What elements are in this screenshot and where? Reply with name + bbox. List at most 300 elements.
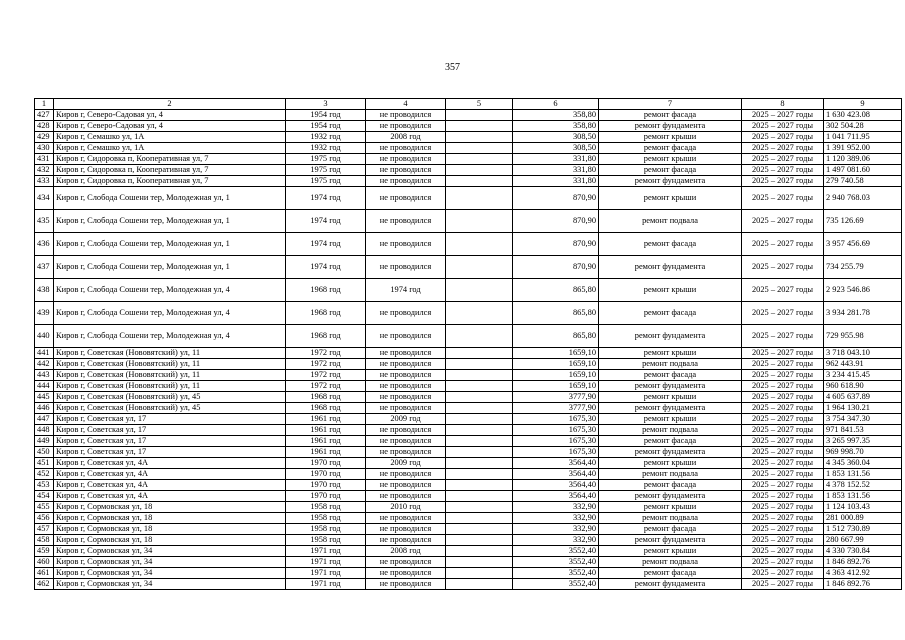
cell-work-type: ремонт подвала — [599, 513, 742, 524]
cell-last-repair-year: не проводился — [366, 491, 446, 502]
table-row — [35, 132, 902, 143]
cell-work-type: ремонт фасада — [599, 480, 742, 491]
cell-last-repair-year: 1974 год — [366, 279, 446, 302]
cell-cost: 2 940 768.03 — [824, 187, 902, 210]
table-row — [35, 233, 902, 256]
cell-last-repair-year: не проводился — [366, 392, 446, 403]
cell-row-number: 451 — [35, 458, 54, 469]
cell-cost: 279 740.58 — [824, 176, 902, 187]
cell-area: 1675,30 — [513, 436, 599, 447]
cell-build-year: 1958 год — [286, 513, 366, 524]
cell-last-repair-year: не проводился — [366, 425, 446, 436]
cell-period: 2025 – 2027 годы — [742, 535, 824, 546]
cell-last-repair-year: 2009 год — [366, 458, 446, 469]
cell-col-5 — [446, 480, 513, 491]
cell-area: 3564,40 — [513, 491, 599, 502]
cell-area: 865,80 — [513, 302, 599, 325]
cell-last-repair-year: не проводился — [366, 325, 446, 348]
cell-col-5 — [446, 210, 513, 233]
cell-area: 865,80 — [513, 325, 599, 348]
cell-cost: 2 923 546.86 — [824, 279, 902, 302]
cell-col-5 — [446, 425, 513, 436]
table-row — [35, 187, 902, 210]
cell-last-repair-year: не проводился — [366, 469, 446, 480]
header-row — [35, 99, 902, 110]
cell-cost: 960 618.90 — [824, 381, 902, 392]
cell-work-type: ремонт фасада — [599, 143, 742, 154]
cell-col-5 — [446, 535, 513, 546]
cell-area: 1675,30 — [513, 425, 599, 436]
cell-col-5 — [446, 176, 513, 187]
cell-period: 2025 – 2027 годы — [742, 359, 824, 370]
table-row — [35, 436, 902, 447]
cell-work-type: ремонт фасада — [599, 165, 742, 176]
cell-work-type: ремонт фасада — [599, 568, 742, 579]
cell-address: Киров г, Советская ул, 17 — [54, 436, 286, 447]
cell-build-year: 1974 год — [286, 233, 366, 256]
cell-work-type: ремонт фундамента — [599, 447, 742, 458]
cell-work-type: ремонт фундамента — [599, 256, 742, 279]
cell-period: 2025 – 2027 годы — [742, 233, 824, 256]
cell-col-5 — [446, 348, 513, 359]
cell-build-year: 1971 год — [286, 557, 366, 568]
cell-last-repair-year: не проводился — [366, 513, 446, 524]
cell-last-repair-year: не проводился — [366, 579, 446, 590]
cell-work-type: ремонт подвала — [599, 359, 742, 370]
cell-address: Киров г, Слобода Сошени тер, Молодежная ул, 4 — [54, 279, 286, 302]
cell-cost: 1 846 892.76 — [824, 579, 902, 590]
cell-period: 2025 – 2027 годы — [742, 392, 824, 403]
cell-work-type: ремонт фундамента — [599, 121, 742, 132]
cell-last-repair-year: не проводился — [366, 436, 446, 447]
column-header-9: 9 — [824, 99, 902, 110]
cell-last-repair-year: не проводился — [366, 210, 446, 233]
cell-cost: 4 345 360.04 — [824, 458, 902, 469]
table-row — [35, 524, 902, 535]
table-row — [35, 535, 902, 546]
cell-col-5 — [446, 302, 513, 325]
cell-period: 2025 – 2027 годы — [742, 348, 824, 359]
cell-period: 2025 – 2027 годы — [742, 154, 824, 165]
table-row — [35, 279, 902, 302]
cell-build-year: 1972 год — [286, 370, 366, 381]
cell-period: 2025 – 2027 годы — [742, 132, 824, 143]
cell-row-number: 436 — [35, 233, 54, 256]
cell-build-year: 1932 год — [286, 132, 366, 143]
cell-cost: 1 846 892.76 — [824, 557, 902, 568]
cell-row-number: 453 — [35, 480, 54, 491]
table-row — [35, 568, 902, 579]
cell-period: 2025 – 2027 годы — [742, 403, 824, 414]
cell-last-repair-year: не проводился — [366, 535, 446, 546]
cell-period: 2025 – 2027 годы — [742, 458, 824, 469]
cell-build-year: 1968 год — [286, 403, 366, 414]
cell-area: 3564,40 — [513, 469, 599, 480]
table-row — [35, 176, 902, 187]
cell-col-5 — [446, 381, 513, 392]
cell-area: 1675,30 — [513, 414, 599, 425]
cell-row-number: 462 — [35, 579, 54, 590]
cell-address: Киров г, Советская ул, 17 — [54, 425, 286, 436]
table-row — [35, 256, 902, 279]
cell-period: 2025 – 2027 годы — [742, 425, 824, 436]
cell-area: 358,80 — [513, 121, 599, 132]
table-row — [35, 579, 902, 590]
cell-last-repair-year: не проводился — [366, 165, 446, 176]
cell-address: Киров г, Слобода Сошени тер, Молодежная ул, 1 — [54, 187, 286, 210]
cell-address: Киров г, Сормовская ул, 18 — [54, 535, 286, 546]
cell-address: Киров г, Советская ул, 4А — [54, 491, 286, 502]
cell-period: 2025 – 2027 годы — [742, 436, 824, 447]
cell-cost: 1 041 711.95 — [824, 132, 902, 143]
cell-last-repair-year: не проводился — [366, 121, 446, 132]
cell-row-number: 459 — [35, 546, 54, 557]
cell-cost: 3 265 997.35 — [824, 436, 902, 447]
cell-col-5 — [446, 403, 513, 414]
cell-row-number: 445 — [35, 392, 54, 403]
cell-cost: 281 000.89 — [824, 513, 902, 524]
cell-row-number: 440 — [35, 325, 54, 348]
cell-row-number: 437 — [35, 256, 54, 279]
cell-work-type: ремонт фундамента — [599, 491, 742, 502]
column-header-3: 3 — [286, 99, 366, 110]
table-row — [35, 165, 902, 176]
cell-area: 1659,10 — [513, 348, 599, 359]
cell-cost: 969 998.70 — [824, 447, 902, 458]
table-row — [35, 458, 902, 469]
cell-cost: 4 605 637.89 — [824, 392, 902, 403]
cell-last-repair-year: не проводился — [366, 480, 446, 491]
cell-period: 2025 – 2027 годы — [742, 325, 824, 348]
cell-col-5 — [446, 325, 513, 348]
cell-col-5 — [446, 154, 513, 165]
cell-build-year: 1958 год — [286, 535, 366, 546]
cell-period: 2025 – 2027 годы — [742, 165, 824, 176]
cell-address: Киров г, Сидоровка п, Кооперативная ул, 7 — [54, 154, 286, 165]
cell-cost: 1 964 130.21 — [824, 403, 902, 414]
cell-build-year: 1974 год — [286, 256, 366, 279]
cell-col-5 — [446, 187, 513, 210]
cell-period: 2025 – 2027 годы — [742, 381, 824, 392]
cell-build-year: 1971 год — [286, 579, 366, 590]
cell-address: Киров г, Семашко ул, 1А — [54, 132, 286, 143]
table-row — [35, 154, 902, 165]
cell-last-repair-year: не проводился — [366, 557, 446, 568]
column-header-6: 6 — [513, 99, 599, 110]
cell-period: 2025 – 2027 годы — [742, 546, 824, 557]
cell-row-number: 441 — [35, 348, 54, 359]
cell-work-type: ремонт крыши — [599, 132, 742, 143]
cell-col-5 — [446, 370, 513, 381]
cell-build-year: 1968 год — [286, 279, 366, 302]
cell-address: Киров г, Советская ул, 4А — [54, 458, 286, 469]
cell-area: 3552,40 — [513, 579, 599, 590]
cell-cost: 4 330 730.84 — [824, 546, 902, 557]
cell-build-year: 1974 год — [286, 187, 366, 210]
cell-col-5 — [446, 121, 513, 132]
table-row — [35, 491, 902, 502]
table-row — [35, 359, 902, 370]
cell-address: Киров г, Сормовская ул, 18 — [54, 502, 286, 513]
cell-last-repair-year: не проводился — [366, 110, 446, 121]
cell-row-number: 449 — [35, 436, 54, 447]
cell-last-repair-year: 2008 год — [366, 132, 446, 143]
cell-col-5 — [446, 233, 513, 256]
cell-work-type: ремонт крыши — [599, 546, 742, 557]
table-row — [35, 348, 902, 359]
cell-area: 1659,10 — [513, 381, 599, 392]
table-row — [35, 403, 902, 414]
cell-area: 3564,40 — [513, 480, 599, 491]
cell-last-repair-year: 2008 год — [366, 546, 446, 557]
cell-address: Киров г, Слобода Сошени тер, Молодежная ул, 1 — [54, 256, 286, 279]
cell-row-number: 460 — [35, 557, 54, 568]
cell-address: Киров г, Сормовская ул, 34 — [54, 557, 286, 568]
cell-col-5 — [446, 458, 513, 469]
table-row — [35, 143, 902, 154]
cell-row-number: 433 — [35, 176, 54, 187]
cell-work-type: ремонт подвала — [599, 425, 742, 436]
cell-period: 2025 – 2027 годы — [742, 480, 824, 491]
cell-period: 2025 – 2027 годы — [742, 502, 824, 513]
cell-address: Киров г, Сидоровка п, Кооперативная ул, 7 — [54, 165, 286, 176]
cell-period: 2025 – 2027 годы — [742, 176, 824, 187]
cell-last-repair-year: не проводился — [366, 403, 446, 414]
cell-build-year: 1971 год — [286, 546, 366, 557]
cell-area: 331,80 — [513, 154, 599, 165]
cell-row-number: 452 — [35, 469, 54, 480]
cell-address: Киров г, Слобода Сошени тер, Молодежная ул, 1 — [54, 210, 286, 233]
cell-address: Киров г, Северо-Садовая ул, 4 — [54, 110, 286, 121]
cell-area: 1659,10 — [513, 370, 599, 381]
cell-work-type: ремонт крыши — [599, 187, 742, 210]
cell-address: Киров г, Сормовская ул, 34 — [54, 546, 286, 557]
table-row — [35, 447, 902, 458]
cell-address: Киров г, Сормовская ул, 34 — [54, 579, 286, 590]
cell-cost: 3 754 347.30 — [824, 414, 902, 425]
cell-row-number: 439 — [35, 302, 54, 325]
cell-work-type: ремонт фасада — [599, 370, 742, 381]
cell-address: Киров г, Слобода Сошени тер, Молодежная ул, 4 — [54, 325, 286, 348]
cell-build-year: 1961 год — [286, 447, 366, 458]
cell-cost: 962 443.91 — [824, 359, 902, 370]
cell-col-5 — [446, 502, 513, 513]
cell-build-year: 1958 год — [286, 502, 366, 513]
cell-build-year: 1975 год — [286, 176, 366, 187]
cell-row-number: 444 — [35, 381, 54, 392]
cell-address: Киров г, Сормовская ул, 18 — [54, 524, 286, 535]
cell-last-repair-year: не проводился — [366, 256, 446, 279]
cell-last-repair-year: не проводился — [366, 524, 446, 535]
cell-col-5 — [446, 414, 513, 425]
cell-address: Киров г, Слобода Сошени тер, Молодежная ул, 4 — [54, 302, 286, 325]
cell-col-5 — [446, 513, 513, 524]
cell-work-type: ремонт крыши — [599, 279, 742, 302]
page-number: 357 — [445, 62, 460, 73]
cell-col-5 — [446, 557, 513, 568]
cell-work-type: ремонт фундамента — [599, 176, 742, 187]
cell-work-type: ремонт фасада — [599, 233, 742, 256]
cell-work-type: ремонт крыши — [599, 414, 742, 425]
cell-area: 3564,40 — [513, 458, 599, 469]
cell-cost: 734 255.79 — [824, 256, 902, 279]
cell-address: Киров г, Советская ул, 4А — [54, 480, 286, 491]
cell-work-type: ремонт подвала — [599, 469, 742, 480]
column-header-7: 7 — [599, 99, 742, 110]
cell-last-repair-year: не проводился — [366, 359, 446, 370]
cell-period: 2025 – 2027 годы — [742, 143, 824, 154]
cell-cost: 1 630 423.08 — [824, 110, 902, 121]
cell-area: 870,90 — [513, 233, 599, 256]
cell-build-year: 1954 год — [286, 121, 366, 132]
cell-last-repair-year: не проводился — [366, 381, 446, 392]
cell-row-number: 429 — [35, 132, 54, 143]
cell-period: 2025 – 2027 годы — [742, 302, 824, 325]
cell-work-type: ремонт фундамента — [599, 325, 742, 348]
cell-cost: 1 853 131.56 — [824, 491, 902, 502]
cell-work-type: ремонт крыши — [599, 392, 742, 403]
cell-col-5 — [446, 165, 513, 176]
cell-build-year: 1932 год — [286, 143, 366, 154]
cell-period: 2025 – 2027 годы — [742, 557, 824, 568]
cell-address: Киров г, Слобода Сошени тер, Молодежная ул, 1 — [54, 233, 286, 256]
cell-build-year: 1954 год — [286, 110, 366, 121]
cell-area: 3777,90 — [513, 403, 599, 414]
cell-last-repair-year: 2010 год — [366, 502, 446, 513]
table-row — [35, 325, 902, 348]
cell-period: 2025 – 2027 годы — [742, 414, 824, 425]
cell-period: 2025 – 2027 годы — [742, 187, 824, 210]
cell-row-number: 442 — [35, 359, 54, 370]
cell-area: 332,90 — [513, 513, 599, 524]
cell-address: Киров г, Советская (Нововятский) ул, 11 — [54, 370, 286, 381]
cell-cost: 1 512 730.89 — [824, 524, 902, 535]
table-row — [35, 502, 902, 513]
cell-period: 2025 – 2027 годы — [742, 279, 824, 302]
cell-row-number: 458 — [35, 535, 54, 546]
cell-cost: 3 234 415.45 — [824, 370, 902, 381]
cell-area: 308,50 — [513, 143, 599, 154]
cell-row-number: 427 — [35, 110, 54, 121]
cell-work-type: ремонт фундамента — [599, 403, 742, 414]
cell-work-type: ремонт крыши — [599, 348, 742, 359]
cell-col-5 — [446, 279, 513, 302]
table-row — [35, 557, 902, 568]
cell-build-year: 1968 год — [286, 325, 366, 348]
cell-cost: 1 391 952.00 — [824, 143, 902, 154]
cell-build-year: 1971 год — [286, 568, 366, 579]
table-row — [35, 425, 902, 436]
cell-work-type: ремонт крыши — [599, 458, 742, 469]
cell-build-year: 1972 год — [286, 381, 366, 392]
table-row — [35, 414, 902, 425]
cell-build-year: 1961 год — [286, 414, 366, 425]
cell-work-type: ремонт подвала — [599, 557, 742, 568]
cell-period: 2025 – 2027 годы — [742, 210, 824, 233]
cell-area: 3777,90 — [513, 392, 599, 403]
cell-area: 331,80 — [513, 176, 599, 187]
cell-col-5 — [446, 524, 513, 535]
cell-col-5 — [446, 568, 513, 579]
column-header-4: 4 — [366, 99, 446, 110]
cell-build-year: 1970 год — [286, 491, 366, 502]
cell-period: 2025 – 2027 годы — [742, 524, 824, 535]
cell-work-type: ремонт крыши — [599, 154, 742, 165]
table-row — [35, 392, 902, 403]
cell-col-5 — [446, 447, 513, 458]
cell-last-repair-year: не проводился — [366, 348, 446, 359]
column-header-5: 5 — [446, 99, 513, 110]
table-row — [35, 469, 902, 480]
cell-last-repair-year: не проводился — [366, 302, 446, 325]
cell-address: Киров г, Советская ул, 4А — [54, 469, 286, 480]
table-row — [35, 210, 902, 233]
cell-address: Киров г, Сормовская ул, 34 — [54, 568, 286, 579]
cell-cost: 3 934 281.78 — [824, 302, 902, 325]
cell-period: 2025 – 2027 годы — [742, 370, 824, 381]
cell-col-5 — [446, 579, 513, 590]
repair-schedule-table — [34, 98, 902, 590]
cell-row-number: 432 — [35, 165, 54, 176]
cell-col-5 — [446, 256, 513, 279]
cell-row-number: 447 — [35, 414, 54, 425]
cell-row-number: 446 — [35, 403, 54, 414]
cell-build-year: 1972 год — [286, 348, 366, 359]
cell-work-type: ремонт подвала — [599, 210, 742, 233]
cell-build-year: 1970 год — [286, 469, 366, 480]
cell-row-number: 456 — [35, 513, 54, 524]
table-row — [35, 370, 902, 381]
cell-row-number: 461 — [35, 568, 54, 579]
cell-address: Киров г, Советская (Нововятский) ул, 45 — [54, 392, 286, 403]
cell-build-year: 1975 год — [286, 154, 366, 165]
cell-cost: 729 955.98 — [824, 325, 902, 348]
cell-period: 2025 – 2027 годы — [742, 513, 824, 524]
cell-address: Киров г, Северо-Садовая ул, 4 — [54, 121, 286, 132]
cell-build-year: 1958 год — [286, 524, 366, 535]
cell-build-year: 1968 год — [286, 302, 366, 325]
cell-area: 358,80 — [513, 110, 599, 121]
cell-area: 3552,40 — [513, 546, 599, 557]
cell-row-number: 448 — [35, 425, 54, 436]
cell-row-number: 438 — [35, 279, 54, 302]
cell-cost: 302 504.28 — [824, 121, 902, 132]
cell-area: 870,90 — [513, 256, 599, 279]
cell-area: 865,80 — [513, 279, 599, 302]
cell-last-repair-year: не проводился — [366, 233, 446, 256]
cell-row-number: 443 — [35, 370, 54, 381]
cell-col-5 — [446, 546, 513, 557]
cell-last-repair-year: не проводился — [366, 187, 446, 210]
cell-period: 2025 – 2027 годы — [742, 469, 824, 480]
cell-area: 332,90 — [513, 535, 599, 546]
cell-cost: 4 378 152.52 — [824, 480, 902, 491]
cell-last-repair-year: 2009 год — [366, 414, 446, 425]
cell-area: 331,80 — [513, 165, 599, 176]
cell-address: Киров г, Семашко ул, 1А — [54, 143, 286, 154]
cell-area: 1659,10 — [513, 359, 599, 370]
cell-address: Киров г, Сидоровка п, Кооперативная ул, 7 — [54, 176, 286, 187]
cell-col-5 — [446, 143, 513, 154]
cell-col-5 — [446, 392, 513, 403]
cell-row-number: 454 — [35, 491, 54, 502]
table-row — [35, 546, 902, 557]
cell-area: 1675,30 — [513, 447, 599, 458]
cell-period: 2025 – 2027 годы — [742, 491, 824, 502]
cell-address: Киров г, Советская (Нововятский) ул, 11 — [54, 359, 286, 370]
cell-period: 2025 – 2027 годы — [742, 121, 824, 132]
table-row — [35, 513, 902, 524]
